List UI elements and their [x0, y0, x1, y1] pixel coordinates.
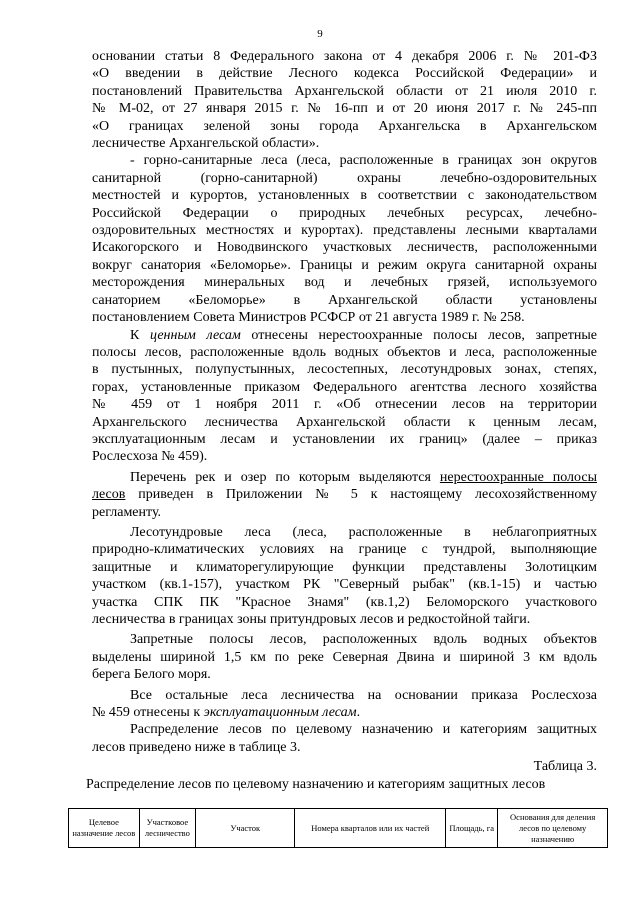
- header-purpose: Целевое назначение лесов: [69, 809, 140, 848]
- text-line: вокруг санатория «Беломорье». Границы и режим округа санитарной охраны: [92, 257, 597, 273]
- page-number: 9: [317, 28, 323, 40]
- text-line: эксплуатационным лесам и установлении их границ» (далее – приказ: [92, 431, 597, 447]
- table-header-row: [69, 809, 608, 848]
- header-plot: Участок: [196, 809, 295, 848]
- text-line: № 459 от 1 ноября 2011 г. «Об отнесении лесов на территории: [92, 397, 597, 413]
- term-valuable-forests: ценным лесам: [149, 327, 241, 343]
- text-fragment: Перечень рек и озер по которым выделяются: [130, 469, 440, 485]
- text-line: в пустынных, полупустынных, лесостепных, лесотундровых зонах, степях,: [92, 362, 597, 378]
- text-line: № М-02, от 27 января 2015 г. № 16-пп и от 20 июня 2017 г. № 245-пп: [92, 101, 597, 117]
- table-label: Таблица 3.: [533, 759, 597, 775]
- text-line: Российской Федерации о природных лечебных ресурсах, лечебно-: [92, 205, 597, 221]
- text-line: «О введении в действие Лесного кодекса Российской Федерации» и: [92, 66, 597, 82]
- text-line: Лесотундровые леса (леса, расположенные в неблагоприятных: [130, 524, 597, 540]
- paragraph-sanitary-forests: [92, 152, 597, 326]
- text-fragment: К: [130, 327, 150, 343]
- paragraph-forest-tundra: [92, 524, 597, 628]
- text-fragment: приведен в Приложении № 5 к настоящему лесохозяйственному: [125, 487, 597, 503]
- text-line: регламенту.: [92, 504, 162, 520]
- text-line: местностей и курортов, установленных в соответствии с законодательством: [92, 188, 597, 204]
- text-line: Исакогорского и Новодвинского участковых лесничеств, расположенными: [92, 240, 597, 256]
- text-line: лесничества в границах зоны притундровых лесов и редкостойной тайги.: [92, 612, 531, 627]
- text-line: постановлений Правительства Архангельской области от 21 июля 2010 г.: [92, 83, 597, 99]
- text-line: лесов приведено ниже в таблице 3.: [92, 739, 301, 755]
- text-line: защитные и климаторегулирующие функции представлены Золотицким: [92, 559, 597, 575]
- text-fragment: отнесены нерестоохранные полосы лесов, запретные: [240, 327, 597, 343]
- text-line: «О границах зеленой зоны города Архангельска в Архангельском: [92, 118, 597, 134]
- document-body: [86, 48, 597, 793]
- text-fragment: № 459 отнесены к: [92, 705, 204, 721]
- header-quarter-numbers: Номера кварталов или их частей: [295, 809, 446, 848]
- text-line: Запретные полосы лесов, расположенных вдоль водных объектов: [130, 632, 597, 648]
- text-line: [92, 486, 597, 503]
- text-line: полосы лесов, расположенные вдоль водных объектов и леса, расположенные: [92, 344, 597, 360]
- header-area: Площадь, га: [446, 809, 498, 848]
- text-line: [92, 704, 597, 721]
- text-line: Рослесхоза № 459).: [92, 449, 208, 465]
- header-basis: Основания для деления лесов по целевому назначению: [498, 809, 608, 848]
- text-line: санаторием «Беломорье» в Архангельской области установлены: [92, 292, 597, 308]
- spawning-strips-link[interactable]: нерестоохранные полосы: [439, 469, 597, 485]
- text-line: месторождения минеральных вод и лечебных грязей, используемого: [92, 275, 597, 291]
- text-line: Все остальные леса лесничества на основании приказа Рослесхоза: [130, 687, 597, 703]
- table-caption: Распределение лесов по целевому назначению и категориям защитных лесов: [86, 776, 546, 792]
- text-line: - горно-санитарные леса (леса, расположенные в границах зон округов: [130, 153, 597, 169]
- text-line: [92, 327, 597, 344]
- paragraph-valuable-forests: [92, 327, 597, 466]
- text-line: Распределение лесов по целевому назначению и категориям защитных: [130, 722, 597, 738]
- text-line: Архангельского лесничества Архангельской области к ценным лесам,: [92, 414, 597, 430]
- text-line: постановлением Совета Министров РСФСР от 21 августа 1989 г. № 258.: [92, 310, 525, 326]
- text-line: участком (кв.1-157), участком РК "Северный рыбак" (кв.1-15) и частью: [92, 577, 597, 593]
- paragraph-distribution: [92, 721, 597, 756]
- text-line: выделены шириной 1,5 км по реке Северная Двина и шириной 3 км вдоль: [92, 649, 597, 665]
- spawning-strips-link[interactable]: лесов: [92, 487, 126, 503]
- term-exploitation-forests: эксплуатационным лесам: [203, 705, 357, 721]
- text-line: санитарной (горно-санитарной) охраны лечебно-оздоровительных: [92, 170, 597, 186]
- header-district-forestry: Участковое лесничество: [139, 809, 195, 848]
- forest-distribution-table: [68, 808, 608, 848]
- text-line: оздоровительных местностях и курортах). представлены лесными кварталами: [92, 223, 597, 239]
- paragraph-legal-basis: [92, 48, 597, 152]
- paragraph-exploitation-forests: [92, 687, 597, 722]
- text-line: основании статьи 8 Федерального закона от 4 декабря 2006 г. № 201-ФЗ: [92, 49, 597, 64]
- text-line: горах, установленные приказом Федерального агентства лесного хозяйства: [92, 379, 597, 395]
- paragraph-protective-strips: [92, 631, 597, 683]
- text-line: [92, 469, 597, 486]
- text-line: берега Белого моря.: [92, 667, 211, 683]
- text-line: лесничестве Архангельской области».: [92, 136, 320, 152]
- text-line: природно-климатических условиях на границе с тундрой, выполняющие: [92, 542, 597, 558]
- text-fragment: .: [356, 705, 361, 721]
- paragraph-spawning-strips: [92, 469, 597, 521]
- text-line: участка СПК ПК "Красное Знамя" (кв.1,2) Беломорского участкового: [92, 594, 597, 610]
